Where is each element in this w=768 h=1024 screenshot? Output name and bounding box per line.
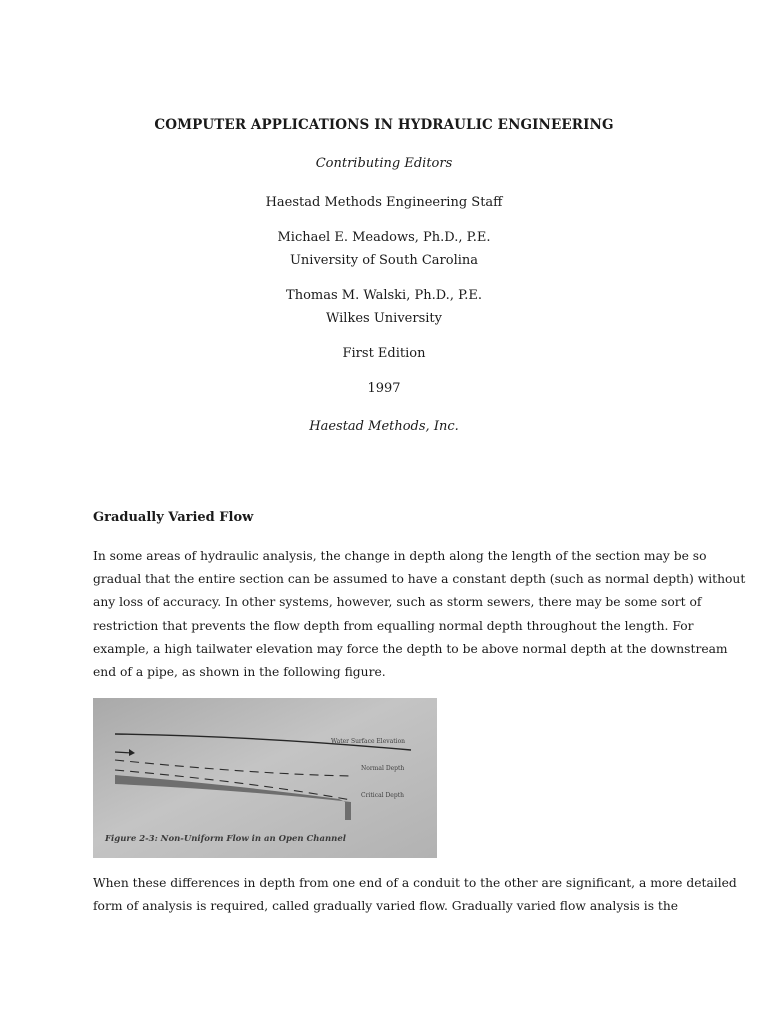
year: 1997 — [367, 381, 401, 396]
edition: First Edition — [342, 346, 426, 361]
contributing-editors-label: Contributing Editors — [315, 156, 453, 171]
figure-non-uniform-flow — [93, 698, 437, 858]
paragraph-line: restriction that prevents the flow depth from equalling normal depth throughout the length. For — [93, 618, 694, 633]
paragraph-line: gradual that the entire section can be assumed to have a constant depth (such as normal depth) without — [93, 572, 746, 587]
section-heading: Gradually Varied Flow — [93, 510, 254, 525]
paragraph-line: In some areas of hydraulic analysis, the change in depth along the length of the section may be so — [93, 549, 707, 563]
label-critical-depth: Critical Depth — [361, 792, 404, 799]
label-normal-depth: Normal Depth — [361, 765, 405, 772]
paragraph-2 — [93, 872, 737, 918]
paragraph-line: example, a high tailwater elevation may force the depth to be above normal depth at the downstream — [93, 641, 728, 656]
editor-1-affiliation: University of South Carolina — [289, 253, 479, 268]
figure-photo — [93, 698, 437, 858]
paragraph-line: form of analysis is required, called gradually varied flow. Gradually varied flow analysis is the — [93, 899, 679, 914]
label-water-surface: Water Surface Elevation — [331, 738, 406, 745]
publisher: Haestad Methods, Inc. — [309, 419, 459, 434]
editor-1-name: Michael E. Meadows, Ph.D., P.E. — [277, 230, 491, 245]
paragraph-line: When these differences in depth from one end of a conduit to the other are significant, a more detailed — [93, 876, 737, 890]
staff-credit: Haestad Methods Engineering Staff — [265, 195, 503, 210]
paragraph-line: end of a pipe, as shown in the following figure. — [93, 665, 386, 680]
editor-2-name: Thomas M. Walski, Ph.D., P.E. — [286, 288, 482, 303]
editor-2-affiliation: Wilkes University — [326, 311, 442, 326]
paragraph-line: any loss of accuracy. In other systems, however, such as storm sewers, there may be some sort of — [93, 595, 702, 610]
book-title: COMPUTER APPLICATIONS IN HYDRAULIC ENGINEERING — [154, 117, 614, 133]
figure-caption: Figure 2-3: Non-Uniform Flow in an Open Channel — [105, 834, 346, 844]
paragraph-1 — [93, 545, 746, 684]
